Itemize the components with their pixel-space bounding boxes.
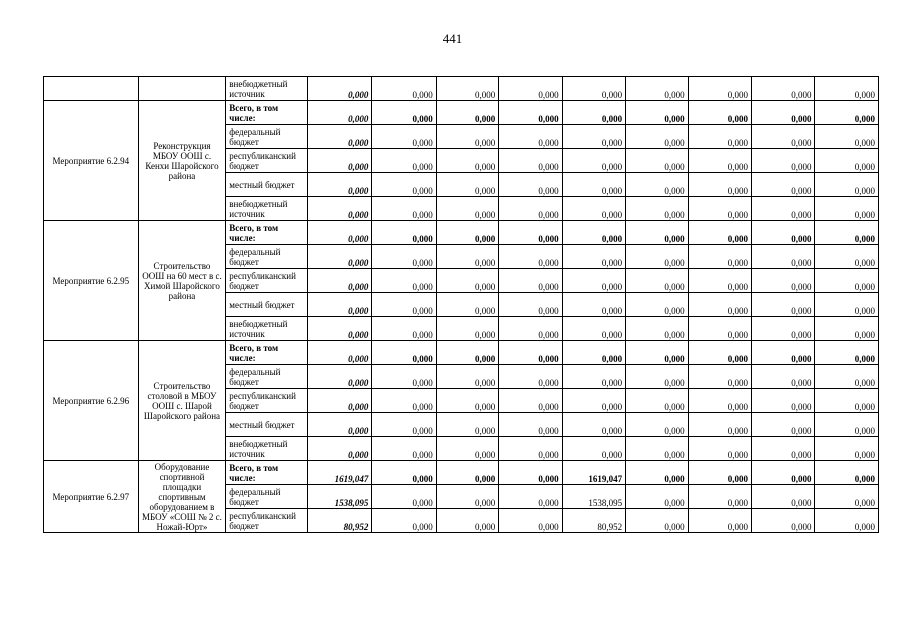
amount-cell: 0,000 xyxy=(752,101,815,125)
amount-cell: 0,000 xyxy=(499,269,562,293)
amount-cell: 0,000 xyxy=(499,101,562,125)
amount-cell: 0,000 xyxy=(436,173,498,197)
amount-cell: 0,000 xyxy=(626,461,688,485)
amount-cell: 0,000 xyxy=(372,77,436,101)
amount-cell: 0,000 xyxy=(436,221,498,245)
amount-cell: 0,000 xyxy=(688,77,751,101)
amount-cell: 0,000 xyxy=(562,149,625,173)
amount-cell: 0,000 xyxy=(372,269,436,293)
amount-cell: 0,000 xyxy=(626,413,688,437)
amount-cell: 0,000 xyxy=(372,149,436,173)
event-code-cell xyxy=(44,77,139,101)
amount-cell: 0,000 xyxy=(688,509,751,533)
amount-cell: 0,000 xyxy=(499,197,562,221)
amount-cell: 0,000 xyxy=(372,101,436,125)
amount-cell: 0,000 xyxy=(436,341,498,365)
amount-cell: 0,000 xyxy=(815,485,879,509)
total-amount-cell: 0,000 xyxy=(307,221,371,245)
amount-cell: 0,000 xyxy=(752,293,815,317)
total-amount-cell: 0,000 xyxy=(307,77,371,101)
amount-cell: 0,000 xyxy=(372,365,436,389)
amount-cell: 0,000 xyxy=(626,485,688,509)
amount-cell: 0,000 xyxy=(562,173,625,197)
amount-cell: 0,000 xyxy=(815,437,879,461)
total-amount-cell: 0,000 xyxy=(307,149,371,173)
amount-cell: 0,000 xyxy=(372,317,436,341)
amount-cell: 0,000 xyxy=(562,341,625,365)
amount-cell: 0,000 xyxy=(626,77,688,101)
budget-table xyxy=(43,76,879,533)
amount-cell: 0,000 xyxy=(626,437,688,461)
amount-cell: 0,000 xyxy=(562,389,625,413)
funding-source-cell: федеральный бюджет xyxy=(226,365,308,389)
amount-cell: 0,000 xyxy=(815,221,879,245)
amount-cell: 0,000 xyxy=(372,437,436,461)
amount-cell: 0,000 xyxy=(499,389,562,413)
amount-cell: 0,000 xyxy=(815,149,879,173)
funding-source-cell: республиканский бюджет xyxy=(226,269,308,293)
total-amount-cell: 80,952 xyxy=(307,509,371,533)
amount-cell: 0,000 xyxy=(436,77,498,101)
amount-cell: 0,000 xyxy=(752,317,815,341)
amount-cell: 0,000 xyxy=(626,365,688,389)
amount-cell: 0,000 xyxy=(372,389,436,413)
funding-source-cell: внебюджетный источник xyxy=(226,197,308,221)
amount-cell: 0,000 xyxy=(688,413,751,437)
amount-cell: 0,000 xyxy=(562,221,625,245)
total-amount-cell: 0,000 xyxy=(307,101,371,125)
amount-cell: 0,000 xyxy=(436,245,498,269)
amount-cell: 0,000 xyxy=(752,197,815,221)
amount-cell: 0,000 xyxy=(626,221,688,245)
event-code-cell: Мероприятие 6.2.94 xyxy=(44,101,139,221)
amount-cell: 0,000 xyxy=(626,125,688,149)
total-amount-cell: 0,000 xyxy=(307,269,371,293)
amount-cell: 0,000 xyxy=(499,317,562,341)
funding-source-cell: местный бюджет xyxy=(226,293,308,317)
amount-cell: 0,000 xyxy=(688,365,751,389)
amount-cell: 0,000 xyxy=(688,269,751,293)
event-name-cell: Строительство столовой в МБОУ ООШ с. Шарой Шаройского района xyxy=(138,341,226,461)
amount-cell: 0,000 xyxy=(688,317,751,341)
amount-cell: 0,000 xyxy=(752,437,815,461)
amount-cell: 0,000 xyxy=(752,341,815,365)
amount-cell: 0,000 xyxy=(499,413,562,437)
event-code-cell: Мероприятие 6.2.97 xyxy=(44,461,139,533)
amount-cell: 0,000 xyxy=(688,485,751,509)
amount-cell: 0,000 xyxy=(688,389,751,413)
funding-source-cell: местный бюджет xyxy=(226,173,308,197)
amount-cell: 0,000 xyxy=(436,293,498,317)
funding-source-cell: местный бюджет xyxy=(226,413,308,437)
event-name-cell xyxy=(138,77,226,101)
funding-source-cell: федеральный бюджет xyxy=(226,125,308,149)
amount-cell: 0,000 xyxy=(372,293,436,317)
amount-cell: 0,000 xyxy=(499,341,562,365)
amount-cell: 0,000 xyxy=(815,509,879,533)
amount-cell: 0,000 xyxy=(499,485,562,509)
total-amount-cell: 0,000 xyxy=(307,365,371,389)
amount-cell: 0,000 xyxy=(752,485,815,509)
amount-cell: 0,000 xyxy=(436,413,498,437)
amount-cell: 0,000 xyxy=(372,413,436,437)
amount-cell: 0,000 xyxy=(436,149,498,173)
amount-cell: 0,000 xyxy=(752,221,815,245)
event-code-cell: Мероприятие 6.2.95 xyxy=(44,221,139,341)
amount-cell: 0,000 xyxy=(372,245,436,269)
amount-cell: 0,000 xyxy=(688,341,751,365)
event-name-cell: Строительство ООШ на 60 мест в с. Химой Шаройского района xyxy=(138,221,226,341)
total-amount-cell: 0,000 xyxy=(307,389,371,413)
amount-cell: 0,000 xyxy=(815,245,879,269)
amount-cell: 0,000 xyxy=(626,389,688,413)
amount-cell: 0,000 xyxy=(562,245,625,269)
page-number: 441 xyxy=(442,31,463,46)
amount-cell: 0,000 xyxy=(562,293,625,317)
total-amount-cell: 0,000 xyxy=(307,317,371,341)
amount-cell: 0,000 xyxy=(752,509,815,533)
funding-source-cell: Всего, в том числе: xyxy=(226,461,308,485)
funding-source-cell: федеральный бюджет xyxy=(226,245,308,269)
amount-cell: 0,000 xyxy=(815,341,879,365)
funding-source-cell: внебюджетный источник xyxy=(226,317,308,341)
total-amount-cell: 0,000 xyxy=(307,293,371,317)
amount-cell: 0,000 xyxy=(626,269,688,293)
amount-cell: 0,000 xyxy=(752,413,815,437)
amount-cell: 0,000 xyxy=(815,269,879,293)
amount-cell: 0,000 xyxy=(499,221,562,245)
amount-cell: 0,000 xyxy=(562,365,625,389)
amount-cell: 0,000 xyxy=(815,317,879,341)
amount-cell: 0,000 xyxy=(562,317,625,341)
amount-cell: 0,000 xyxy=(562,413,625,437)
amount-cell: 0,000 xyxy=(372,197,436,221)
amount-cell: 0,000 xyxy=(436,269,498,293)
table-row xyxy=(44,461,879,485)
amount-cell: 0,000 xyxy=(436,365,498,389)
amount-cell: 0,000 xyxy=(815,101,879,125)
amount-cell: 0,000 xyxy=(626,245,688,269)
amount-cell: 0,000 xyxy=(688,173,751,197)
amount-cell: 0,000 xyxy=(499,173,562,197)
amount-cell: 0,000 xyxy=(626,341,688,365)
amount-cell: 0,000 xyxy=(626,509,688,533)
funding-source-cell: Всего, в том числе: xyxy=(226,221,308,245)
amount-cell: 0,000 xyxy=(372,341,436,365)
amount-cell: 0,000 xyxy=(752,149,815,173)
amount-cell: 0,000 xyxy=(626,101,688,125)
event-name-cell: Оборудование спортивной площадки спортивным оборудованием в МБОУ «СОШ № 2 с. Ножай-Юрт» xyxy=(138,461,226,533)
amount-cell: 0,000 xyxy=(815,461,879,485)
amount-cell: 0,000 xyxy=(436,389,498,413)
amount-cell: 0,000 xyxy=(562,101,625,125)
amount-cell: 0,000 xyxy=(626,317,688,341)
total-amount-cell: 1538,095 xyxy=(307,485,371,509)
event-code-cell: Мероприятие 6.2.96 xyxy=(44,341,139,461)
amount-cell: 0,000 xyxy=(499,77,562,101)
amount-cell: 0,000 xyxy=(752,125,815,149)
amount-cell: 1619,047 xyxy=(562,461,625,485)
funding-source-cell: внебюджетный источник xyxy=(226,437,308,461)
amount-cell: 0,000 xyxy=(372,461,436,485)
amount-cell: 0,000 xyxy=(752,245,815,269)
amount-cell: 0,000 xyxy=(626,197,688,221)
amount-cell: 0,000 xyxy=(688,221,751,245)
amount-cell: 0,000 xyxy=(815,77,879,101)
funding-source-cell: внебюджетный источник xyxy=(226,77,308,101)
amount-cell: 0,000 xyxy=(688,125,751,149)
total-amount-cell: 0,000 xyxy=(307,197,371,221)
amount-cell: 0,000 xyxy=(562,197,625,221)
amount-cell: 0,000 xyxy=(815,389,879,413)
table-body xyxy=(44,77,879,533)
amount-cell: 0,000 xyxy=(688,461,751,485)
amount-cell: 0,000 xyxy=(436,317,498,341)
total-amount-cell: 0,000 xyxy=(307,125,371,149)
total-amount-cell: 1619,047 xyxy=(307,461,371,485)
amount-cell: 0,000 xyxy=(499,125,562,149)
amount-cell: 0,000 xyxy=(815,197,879,221)
amount-cell: 0,000 xyxy=(626,293,688,317)
amount-cell: 0,000 xyxy=(752,389,815,413)
amount-cell: 0,000 xyxy=(752,365,815,389)
amount-cell: 0,000 xyxy=(752,173,815,197)
amount-cell: 0,000 xyxy=(436,437,498,461)
amount-cell: 0,000 xyxy=(626,173,688,197)
funding-source-cell: республиканский бюджет xyxy=(226,389,308,413)
amount-cell: 0,000 xyxy=(688,245,751,269)
total-amount-cell: 0,000 xyxy=(307,413,371,437)
amount-cell: 0,000 xyxy=(562,125,625,149)
funding-source-cell: республиканский бюджет xyxy=(226,509,308,533)
amount-cell: 0,000 xyxy=(499,365,562,389)
amount-cell: 0,000 xyxy=(688,197,751,221)
amount-cell: 0,000 xyxy=(688,101,751,125)
amount-cell: 0,000 xyxy=(626,149,688,173)
amount-cell: 0,000 xyxy=(372,173,436,197)
amount-cell: 0,000 xyxy=(372,509,436,533)
amount-cell: 0,000 xyxy=(499,293,562,317)
amount-cell: 0,000 xyxy=(752,461,815,485)
funding-source-cell: республиканский бюджет xyxy=(226,149,308,173)
amount-cell: 0,000 xyxy=(562,437,625,461)
total-amount-cell: 0,000 xyxy=(307,245,371,269)
amount-cell: 0,000 xyxy=(752,77,815,101)
amount-cell: 0,000 xyxy=(499,245,562,269)
amount-cell: 0,000 xyxy=(436,197,498,221)
amount-cell: 0,000 xyxy=(688,293,751,317)
amount-cell: 0,000 xyxy=(499,461,562,485)
table-row xyxy=(44,101,879,125)
amount-cell: 0,000 xyxy=(499,509,562,533)
amount-cell: 0,000 xyxy=(436,485,498,509)
funding-source-cell: Всего, в том числе: xyxy=(226,341,308,365)
amount-cell: 0,000 xyxy=(436,509,498,533)
table-row xyxy=(44,77,879,101)
total-amount-cell: 0,000 xyxy=(307,437,371,461)
amount-cell: 0,000 xyxy=(688,437,751,461)
amount-cell: 0,000 xyxy=(688,149,751,173)
amount-cell: 0,000 xyxy=(436,461,498,485)
amount-cell: 0,000 xyxy=(436,125,498,149)
amount-cell: 0,000 xyxy=(436,101,498,125)
table-row xyxy=(44,221,879,245)
amount-cell: 0,000 xyxy=(562,77,625,101)
amount-cell: 80,952 xyxy=(562,509,625,533)
amount-cell: 0,000 xyxy=(815,173,879,197)
event-name-cell: Реконструкция МБОУ ООШ с. Кенхи Шаройского района xyxy=(138,101,226,221)
amount-cell: 0,000 xyxy=(815,413,879,437)
funding-source-cell: Всего, в том числе: xyxy=(226,101,308,125)
funding-source-cell: федеральный бюджет xyxy=(226,485,308,509)
amount-cell: 0,000 xyxy=(562,269,625,293)
amount-cell: 0,000 xyxy=(499,437,562,461)
amount-cell: 0,000 xyxy=(499,149,562,173)
amount-cell: 1538,095 xyxy=(562,485,625,509)
total-amount-cell: 0,000 xyxy=(307,341,371,365)
amount-cell: 0,000 xyxy=(815,365,879,389)
amount-cell: 0,000 xyxy=(815,293,879,317)
amount-cell: 0,000 xyxy=(752,269,815,293)
table-row xyxy=(44,341,879,365)
amount-cell: 0,000 xyxy=(372,485,436,509)
amount-cell: 0,000 xyxy=(372,221,436,245)
amount-cell: 0,000 xyxy=(372,125,436,149)
amount-cell: 0,000 xyxy=(815,125,879,149)
total-amount-cell: 0,000 xyxy=(307,173,371,197)
